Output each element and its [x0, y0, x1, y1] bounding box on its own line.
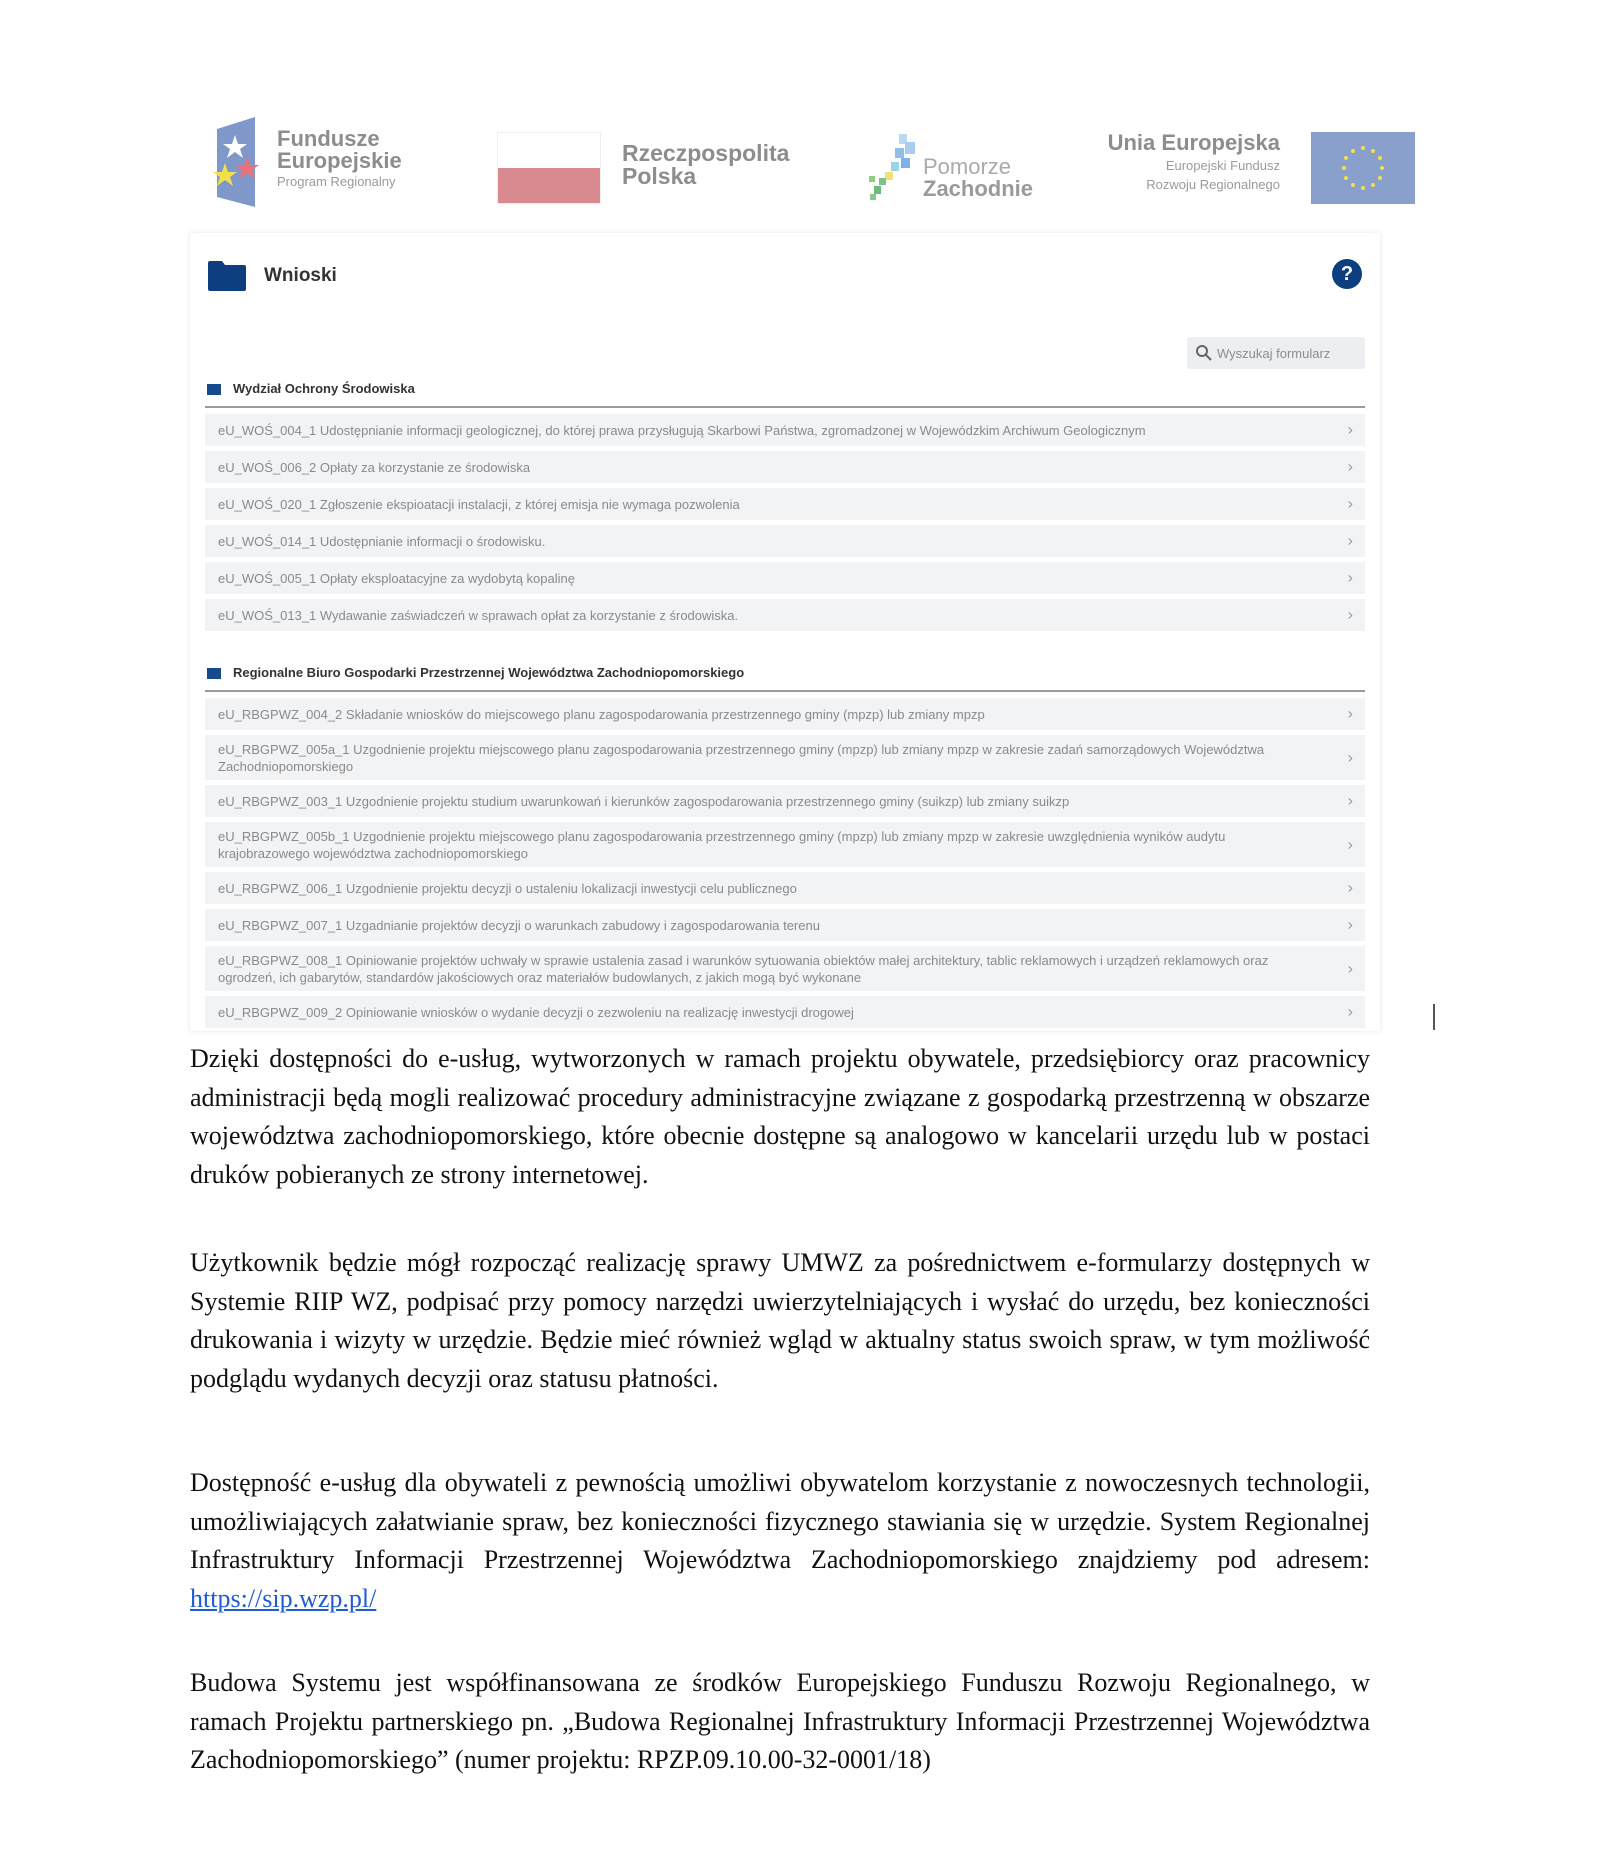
list-item[interactable]	[205, 946, 1365, 991]
chevron-right-icon: ›	[1347, 749, 1353, 766]
list-item[interactable]	[205, 735, 1365, 780]
list-item[interactable]	[205, 698, 1365, 730]
list-item-label: eU_RBGPWZ_004_2 Składanie wniosków do miejscowego planu zagospodarowania przestrzennego gminy (mpzp) lub zmiany mpzp	[218, 706, 985, 722]
panel-header	[208, 261, 1362, 297]
list-item-label: eU_RBGPWZ_006_1 Uzgodnienie projektu decyzji o ustaleniu lokalizacji inwestycji celu publicznego	[218, 880, 797, 896]
list-item[interactable]	[205, 872, 1365, 904]
list-item-label: eU_RBGPWZ_005b_1 Uzgodnienie projektu miejscowego planu zagospodarowania przestrzennego gminy (mpzp) lub zmiany mpzp w zakresie uwzględnienia wyników audytu krajobrazowego województwa zachodniopomorskiego	[218, 828, 1226, 861]
paragraph-4: Budowa Systemu jest współfinansowana ze środków Europejskiego Funduszu Rozwoju Regionalnego, w ramach Projektu partnerskiego pn. „Budowa Regionalnej Infrastruktury Informacji Przestrzennej Województwa Zachodniopomorskiego” (numer projektu: RPZP.09.10.00-32-0001/18)	[190, 1668, 1370, 1774]
list-item-label: eU_WOŚ_006_2 Opłaty za korzystanie ze środowiska	[218, 459, 531, 475]
paragraph-3-text: Dostępność e-usług dla obywateli z pewnością umożliwi obywatelom korzystanie z nowoczesnych technologii, umożliwiających załatwianie spraw, bez konieczności fizycznego stawiania się w urzędzie. System Regionalnej Infrastruktury Informacji Przestrzennej Województwa Zachodniopomorskiego znajdziemy pod adresem:	[190, 1468, 1370, 1574]
section-marker-icon	[207, 384, 221, 395]
fundusze-europejskie-logo	[205, 112, 445, 217]
unia-europejska-logo	[1090, 112, 1415, 217]
chevron-right-icon: ›	[1347, 705, 1353, 723]
list-item-label: eU_WOŚ_004_1 Udostępnianie informacji geologicznej, do której prawa przysługują Skarbowi Państwa, zgromadzonej w Wojewódzkim Archiwum Geologicznym	[218, 422, 1146, 438]
pomorze-line2: Zachodnie	[923, 176, 1034, 201]
section-title: Wydział Ochrony Środowiska	[233, 381, 415, 396]
section-header	[205, 376, 1365, 408]
list-item[interactable]	[205, 909, 1365, 941]
section-marker-icon	[207, 668, 221, 679]
chevron-right-icon: ›	[1347, 495, 1353, 513]
chevron-right-icon: ›	[1347, 606, 1353, 624]
section-wydzial-ochrony-srodowiska	[205, 376, 1365, 636]
text-cursor	[1433, 1004, 1435, 1030]
unia-line3: Rozwoju Regionalnego	[1146, 177, 1280, 192]
chevron-right-icon: ›	[1347, 1003, 1353, 1021]
chevron-right-icon: ›	[1347, 458, 1353, 476]
chevron-right-icon: ›	[1347, 879, 1353, 897]
list-item-label: eU_WOŚ_013_1 Wydawanie zaświadczeń w sprawach opłat za korzystanie z środowiska.	[218, 607, 739, 623]
search-icon	[1195, 344, 1213, 362]
list-item[interactable]	[205, 451, 1365, 483]
search-input[interactable]	[1217, 337, 1359, 369]
page-title: Wnioski	[264, 265, 337, 286]
fundusze-line1: Fundusze	[277, 126, 380, 151]
search-form-box[interactable]	[1187, 337, 1365, 369]
section-title: Regionalne Biuro Gospodarki Przestrzennej Województwa Zachodniopomorskiego	[233, 665, 745, 680]
list-item[interactable]	[205, 822, 1365, 867]
fundusze-europejskie-icon	[213, 117, 259, 207]
list-item-label: eU_RBGPWZ_009_2 Opiniowanie wniosków o wydanie decyzji o zezwoleniu na realizację inwestycji drogowej	[218, 1004, 854, 1020]
list-item[interactable]	[205, 525, 1365, 557]
list-item-label: eU_WOŚ_020_1 Zgłoszenie ekspioatacji instalacji, z której emisja nie wymaga pozwolenia	[218, 496, 740, 512]
list-item[interactable]	[205, 562, 1365, 594]
rzeczpospolita-line2: Polska	[622, 163, 697, 189]
fundusze-line2: Europejskie	[277, 148, 402, 173]
rzeczpospolita-polska-logo	[497, 112, 827, 217]
chevron-right-icon: ›	[1347, 916, 1353, 934]
list-item[interactable]	[205, 599, 1365, 631]
chevron-right-icon: ›	[1347, 960, 1353, 977]
list-item-label: eU_RBGPWZ_003_1 Uzgodnienie projektu studium uwarunkowań i kierunków zagospodarowania przestrzennego gminy (suikzp) lub zmiany suikzp	[218, 793, 1070, 809]
rzeczpospolita-line1: Rzeczpospolita	[622, 140, 790, 166]
paragraph-1: Dzięki dostępności do e-usług, wytworzonych w ramach projektu obywatele, przedsiębiorcy oraz pracownicy administracji będą mogli realizować procedury administracyjne związane z gospodarką przestrzenną w obszarze województwa zachodniopomorskiego, które obecnie dostępne są analogowo w kancelarii urzędu lub w postaci druków pobieranych ze strony internetowej.	[190, 1044, 1370, 1189]
section-header	[205, 660, 1365, 692]
chevron-right-icon: ›	[1347, 836, 1353, 853]
help-icon[interactable]: ?	[1332, 259, 1362, 289]
chevron-right-icon: ›	[1347, 792, 1353, 810]
folder-icon	[208, 261, 246, 291]
list-item-label: eU_WOŚ_005_1 Opłaty eksploatacyjne za wydobytą kopalinę	[218, 570, 575, 586]
fundusze-line3: Program Regionalny	[277, 174, 396, 189]
sip-link[interactable]: https://sip.wzp.pl/	[190, 1583, 377, 1613]
chevron-right-icon: ›	[1347, 532, 1353, 550]
list-item[interactable]	[205, 785, 1365, 817]
chevron-right-icon: ›	[1347, 569, 1353, 587]
logo-bar	[205, 112, 1415, 217]
eu-flag-icon	[1311, 132, 1415, 204]
list-item[interactable]	[205, 996, 1365, 1028]
unia-line1: Unia Europejska	[1107, 130, 1280, 155]
pomorze-line1: Pomorze	[923, 154, 1012, 179]
paragraph-3	[190, 1464, 1370, 1618]
list-item[interactable]	[205, 414, 1365, 446]
polish-flag-icon	[497, 132, 601, 204]
list-item-label: eU_RBGPWZ_005a_1 Uzgodnienie projektu miejscowego planu zagospodarowania przestrzennego gminy (mpzp) lub zmiany mpzp w zakresie zadań samorządowych Województwa Zachodniopomorskiego	[218, 741, 1265, 774]
paragraph-2: Użytkownik będzie mógł rozpocząć realizację sprawy UMWZ za pośrednictwem e-formularzy dostępnych w Systemie RIIP WZ, podpisać przy pomocy narzędzi uwierzytelniających i wysłać do urzędu, bez konieczności drukowania i wizyty w urzędzie. Będzie mieć również wgląd w aktualny status swoich spraw, w tym możliwość podglądu wydanych decyzji oraz statusu płatności.	[190, 1248, 1370, 1393]
section-rbgpwz	[205, 660, 1365, 1031]
list-item[interactable]	[205, 488, 1365, 520]
chevron-right-icon: ›	[1347, 421, 1353, 439]
wnioski-panel	[190, 233, 1380, 1031]
pomorze-zachodnie-logo	[865, 112, 1045, 217]
list-item-label: eU_RBGPWZ_007_1 Uzgadnianie projektów decyzji o warunkach zabudowy i zagospodarowania terenu	[218, 917, 820, 933]
unia-line2: Europejski Fundusz	[1165, 158, 1280, 173]
pomorze-zachodnie-icon	[865, 132, 925, 202]
list-item-label: eU_RBGPWZ_008_1 Opiniowanie projektów uchwały w sprawie ustalenia zasad i warunków sytuowania obiektów małej architektury, tablic reklamowych i urządzeń reklamowych oraz ogrodzeń, ich gabarytów, standardów jakościowych oraz materiałów budowlanych, z jakich mogą być wykonane	[218, 952, 1269, 985]
list-item-label: eU_WOŚ_014_1 Udostępnianie informacji o środowisku.	[218, 533, 546, 549]
